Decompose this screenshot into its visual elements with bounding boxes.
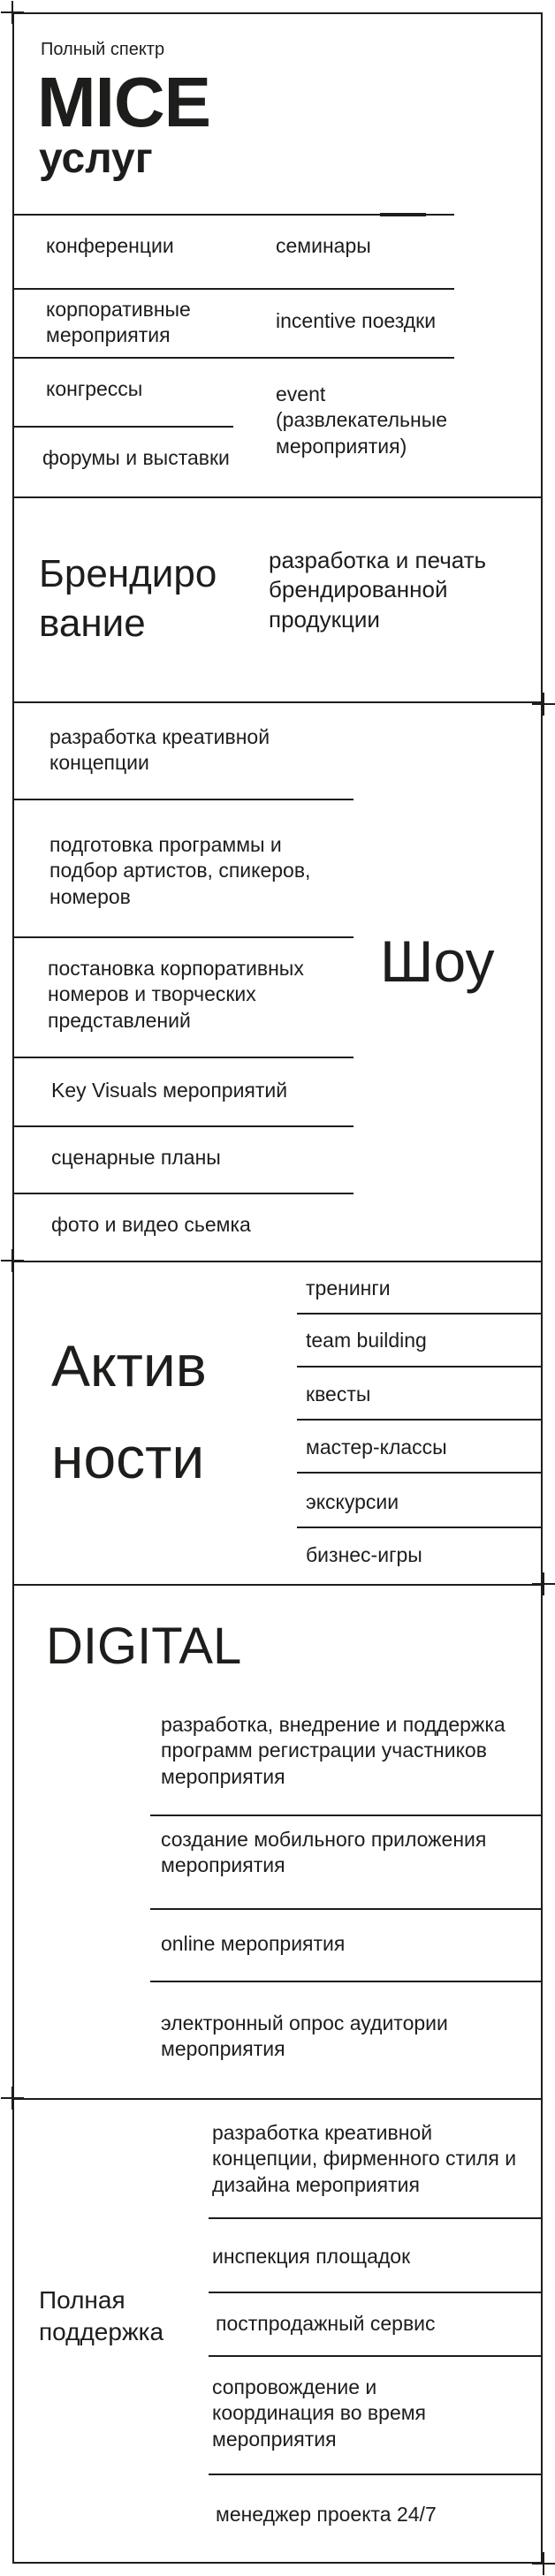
show-item-staging: постановка корпоративных номеров и творческих представлений: [48, 957, 304, 1032]
section-divider-3: [12, 1261, 543, 1262]
show-item-program: подготовка программы и подбор артистов, спикеров, номеров: [49, 833, 311, 908]
activities-item-business-games: бизнес-игры: [306, 1543, 422, 1566]
show-item-concept: разработка креативной концепции: [49, 725, 270, 775]
activities-divider-3: [297, 1419, 543, 1421]
support-item-concept: разработка креативной концепции, фирменного стиля и дизайна мероприятия: [212, 2121, 517, 2196]
show-item-scripts: сценарные планы: [51, 1146, 221, 1169]
activities-divider-4: [297, 1472, 543, 1474]
activities-divider-2: [297, 1366, 543, 1368]
mice-item-congresses: конгрессы: [46, 377, 143, 400]
plus-mark-right-1: [532, 693, 555, 716]
digital-divider-2: [150, 1908, 543, 1910]
mice-item-seminars: семинары: [276, 234, 371, 257]
mice-accent-bar: [380, 213, 426, 216]
digital-divider-3: [150, 1981, 543, 1982]
mice-item-forums: форумы и выставки: [42, 446, 230, 469]
activities-item-trainings: тренинги: [306, 1277, 391, 1299]
support-divider-4: [209, 2474, 543, 2475]
activities-divider-5: [297, 1527, 543, 1528]
branding-item: разработка и печать брендированной продукции: [269, 547, 487, 633]
activities-item-excursions: экскурсии: [306, 1490, 399, 1513]
mice-item-conferences: конференции: [46, 234, 174, 257]
section-divider-4: [12, 1584, 543, 1586]
digital-title: DIGITAL: [46, 1618, 242, 1675]
section-divider-5: [12, 2098, 543, 2100]
show-item-key-visuals: Key Visuals мероприятий: [51, 1079, 288, 1102]
digital-item-registration: разработка, внедрение и поддержка программ регистрации участников мероприятия: [161, 1713, 506, 1788]
support-title: Полная поддержка: [39, 2286, 164, 2345]
digital-divider-1: [150, 1815, 543, 1816]
plus-mark-top-left: [1, 1, 24, 24]
activities-title-1: Актив: [51, 1333, 207, 1398]
digital-item-online: online мероприятия: [161, 1932, 346, 1955]
support-item-postsale: постпродажный сервис: [216, 2312, 436, 2335]
show-divider-4: [12, 1125, 354, 1127]
plus-mark-bottom-right: [532, 2552, 555, 2575]
mice-divider-2: [12, 357, 454, 359]
support-divider-1: [209, 2217, 543, 2219]
support-item-coordination: сопровождение и координация во время мероприятия: [212, 2375, 427, 2451]
show-divider-5: [12, 1193, 354, 1194]
branding-title-1: Брендиро: [39, 552, 217, 595]
section-divider-2: [12, 701, 543, 703]
activities-item-quests: квесты: [306, 1383, 371, 1405]
activities-item-team-building: team building: [306, 1329, 427, 1352]
show-divider-2: [12, 936, 354, 938]
mice-item-corporate: корпоративные мероприятия: [46, 298, 191, 347]
digital-item-mobile-app: создание мобильного приложения мероприятия: [161, 1828, 487, 1877]
support-divider-3: [209, 2355, 543, 2357]
section-divider-1: [12, 496, 543, 498]
show-item-photo-video: фото и видео сьемка: [51, 1213, 251, 1236]
mice-kicker: Полный спектр: [41, 40, 165, 59]
support-item-inspection: инспекция площадок: [212, 2245, 411, 2268]
mice-divider-3: [12, 426, 233, 428]
mice-subtitle: услуг: [39, 135, 153, 182]
support-divider-2: [209, 2292, 543, 2293]
show-divider-3: [12, 1057, 354, 1058]
mice-title: MICE: [37, 63, 210, 141]
mice-item-incentive: incentive поездки: [276, 309, 437, 332]
show-divider-1: [12, 799, 354, 800]
support-item-manager: менеджер проекта 24/7: [216, 2503, 437, 2526]
show-title: Шоу: [380, 928, 495, 994]
mice-divider-1: [12, 288, 454, 290]
mice-item-event: event (развлекательные мероприятия): [276, 383, 448, 458]
activities-title-2: ности: [51, 1425, 205, 1490]
activities-divider-1: [297, 1313, 543, 1315]
activities-item-masterclasses: мастер-классы: [306, 1436, 447, 1458]
digital-item-survey: электронный опрос аудитории мероприятия: [161, 2012, 448, 2061]
branding-title-2: вание: [39, 602, 146, 645]
